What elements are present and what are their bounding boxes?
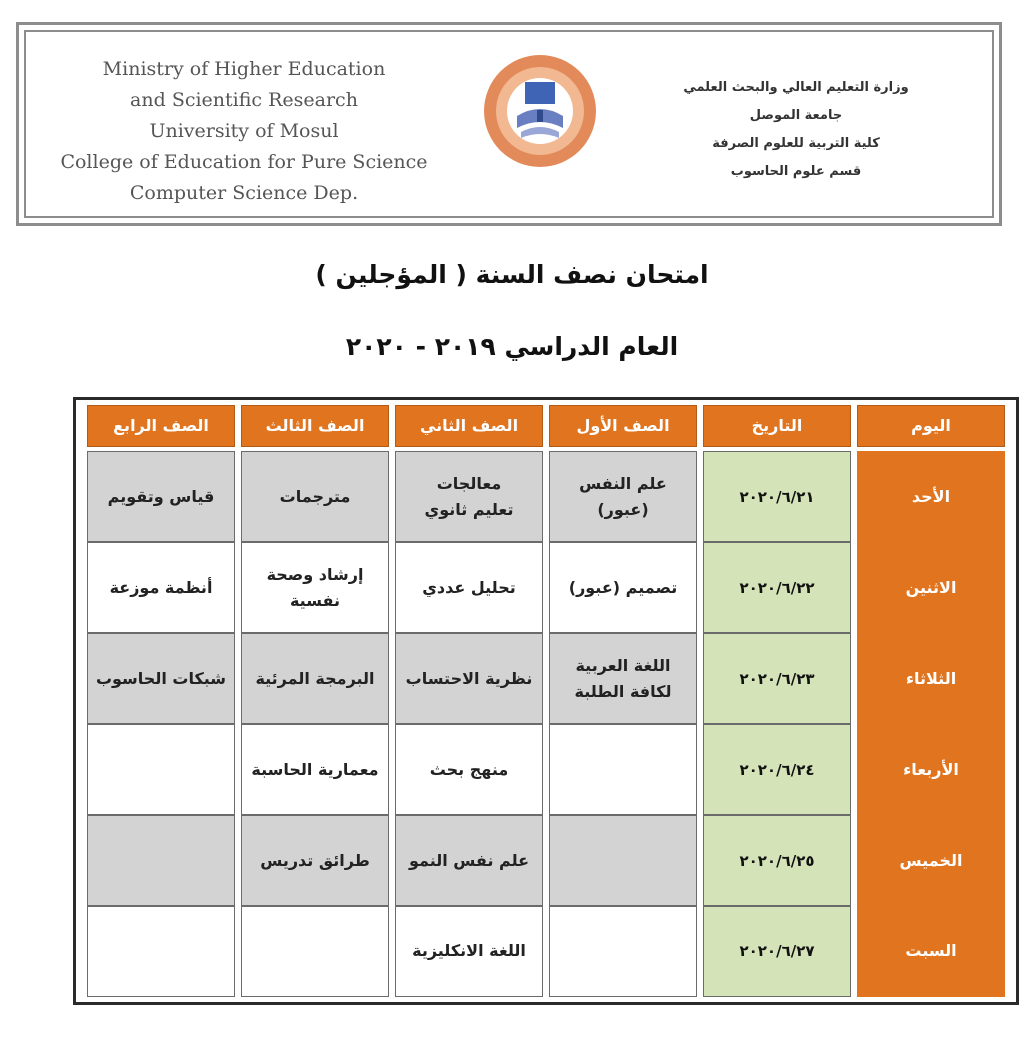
class-3-cell: معمارية الحاسبة xyxy=(241,724,389,815)
class-3-cell: طرائق تدريس xyxy=(241,815,389,906)
class-1-cell xyxy=(549,633,697,724)
header-row xyxy=(87,405,1005,447)
class-4-cell: قياس وتقويم xyxy=(87,451,235,542)
class-1-cell xyxy=(549,724,697,815)
university-en: University of Mosul xyxy=(149,120,339,142)
college-en: College of Education for Pure Science xyxy=(60,151,428,173)
day-cell: الثلاثاء xyxy=(857,633,1005,724)
letterhead-inner xyxy=(24,30,994,218)
class-2-cell xyxy=(395,451,543,542)
ministry-en: Ministry of Higher Education xyxy=(102,58,386,80)
academic-year: العام الدراسي ٢٠١٩ - ٢٠٢٠ xyxy=(345,332,679,361)
subject-line-1: اللغة العربية xyxy=(575,655,671,675)
department-ar: قسم علوم الحاسوب xyxy=(730,164,862,179)
table-row xyxy=(87,906,1005,997)
subject-line-2: لكافة الطلبة xyxy=(574,681,672,701)
day-cell: الأحد xyxy=(857,451,1005,542)
exam-schedule xyxy=(73,397,1019,1005)
table-row xyxy=(87,815,1005,906)
class-3-cell: البرمجة المرئية xyxy=(241,633,389,724)
day-cell: السبت xyxy=(857,906,1005,997)
university-logo-icon xyxy=(481,52,599,170)
class-3-cell: إرشاد وصحة نفسية xyxy=(241,542,389,633)
date-cell: ٢٠٢٠/٦/٢٤ xyxy=(703,724,851,815)
date-cell: ٢٠٢٠/٦/٢٥ xyxy=(703,815,851,906)
ministry-ar: وزارة التعليم العالي والبحث العلمي xyxy=(683,80,909,95)
table-row xyxy=(87,633,1005,724)
header-class-4: الصف الرابع xyxy=(87,405,235,447)
class-2-cell: منهج بحث xyxy=(395,724,543,815)
letterhead xyxy=(16,22,1002,226)
class-2-cell: علم نفس النمو xyxy=(395,815,543,906)
class-2-cell: تحليل عددي xyxy=(395,542,543,633)
english-letterhead xyxy=(34,54,454,209)
subject-line-2: تعليم ثانوي xyxy=(424,499,514,519)
department-en: Computer Science Dep. xyxy=(129,182,359,204)
university-ar: جامعة الموصل xyxy=(749,108,843,123)
date-cell: ٢٠٢٠/٦/٢٢ xyxy=(703,542,851,633)
class-1-cell: تصميم (عبور) xyxy=(549,542,697,633)
day-cell: الأربعاء xyxy=(857,724,1005,815)
table-row xyxy=(87,542,1005,633)
header-class-3: الصف الثالث xyxy=(241,405,389,447)
header-day: اليوم xyxy=(857,405,1005,447)
class-2-cell: نظرية الاحتساب xyxy=(395,633,543,724)
class-4-cell xyxy=(87,906,235,997)
class-1-cell: علم النفس (عبور) xyxy=(549,451,697,542)
class-3-cell xyxy=(241,906,389,997)
date-cell: ٢٠٢٠/٦/٢٣ xyxy=(703,633,851,724)
table-row xyxy=(87,724,1005,815)
arabic-letterhead xyxy=(646,74,946,186)
page-title: امتحان نصف السنة ( المؤجلين ) xyxy=(315,260,709,289)
subject-line-1: معالجات xyxy=(436,473,502,493)
class-3-cell: مترجمات xyxy=(241,451,389,542)
class-1-cell xyxy=(549,815,697,906)
date-cell: ٢٠٢٠/٦/٢٧ xyxy=(703,906,851,997)
day-cell: الاثنين xyxy=(857,542,1005,633)
header-class-2: الصف الثاني xyxy=(395,405,543,447)
ministry-en-2: and Scientific Research xyxy=(130,89,358,111)
class-4-cell xyxy=(87,724,235,815)
header-class-1: الصف الأول xyxy=(549,405,697,447)
table-row xyxy=(87,451,1005,542)
class-4-cell: شبكات الحاسوب xyxy=(87,633,235,724)
class-1-cell xyxy=(549,906,697,997)
day-cell: الخميس xyxy=(857,815,1005,906)
class-2-cell: اللغة الانكليزية xyxy=(395,906,543,997)
class-4-cell xyxy=(87,815,235,906)
college-ar: كلية التربية للعلوم الصرفة xyxy=(712,136,880,151)
date-cell: ٢٠٢٠/٦/٢١ xyxy=(703,451,851,542)
schedule-table xyxy=(81,405,1011,997)
header-date: التاريخ xyxy=(703,405,851,447)
class-4-cell: أنظمة موزعة xyxy=(87,542,235,633)
